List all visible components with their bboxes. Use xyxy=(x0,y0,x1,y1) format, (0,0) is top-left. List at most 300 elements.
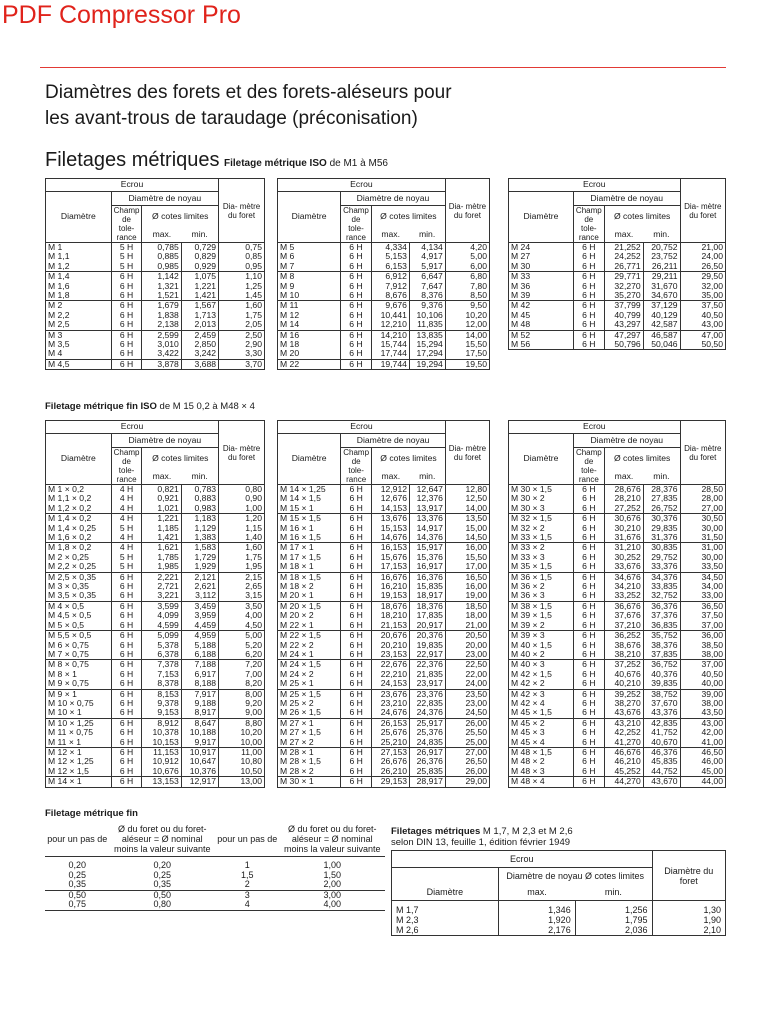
table-row xyxy=(278,777,490,787)
cell-diametre: M 30 × 1 xyxy=(278,777,341,787)
cell-foret: 3,15 xyxy=(219,591,265,601)
cell-min: 44,752 xyxy=(643,767,680,777)
cell-min: 15,917 xyxy=(410,543,446,553)
header-diametre: Diamètre xyxy=(278,192,341,243)
cell-diametre: M 9 × 0,75 xyxy=(46,679,112,689)
cell-max: 14,153 xyxy=(372,504,410,514)
cell-valeur: 4,00 xyxy=(280,900,385,910)
cell-foret: 37,50 xyxy=(680,611,725,620)
cell-diametre: M 18 × 1,5 xyxy=(278,572,341,582)
cell-champ: 6 H xyxy=(111,591,142,601)
cell-diametre: M 5 xyxy=(278,243,341,253)
cell-max: 39,252 xyxy=(604,689,643,699)
cell-champ: 6 H xyxy=(111,738,142,748)
table-row xyxy=(509,631,726,641)
cell-diametre: M 14 × 1,5 xyxy=(278,494,341,503)
cell-champ: 6 H xyxy=(341,524,372,533)
cell-pas: 1 xyxy=(244,860,250,870)
cell-max: 26,771 xyxy=(604,262,643,272)
cell-diametre: M 14 xyxy=(278,320,341,330)
table-row xyxy=(509,533,726,543)
cell-min: 4,959 xyxy=(181,631,218,641)
cell-foret: 23,50 xyxy=(445,689,489,699)
cell-champ: 6 H xyxy=(341,699,372,708)
cell-foret: 1,20 xyxy=(219,514,265,524)
header-min: min. xyxy=(575,884,652,901)
cell-max: 36,676 xyxy=(604,601,643,611)
cell-foret: 20,50 xyxy=(445,631,489,641)
cell-pas: 3 xyxy=(215,890,280,900)
cell-min: 15,376 xyxy=(410,553,446,562)
cell-foret: 2,90 xyxy=(219,340,265,349)
cell-foret: 1,10 xyxy=(219,272,265,282)
cell-diametre: M 1 × 0,2 xyxy=(46,485,112,495)
cell-foret: 5,00 xyxy=(445,252,489,261)
cell-diametre: M 40 × 2 xyxy=(509,650,574,660)
cell-diametre: M 28 × 1,5 xyxy=(278,757,341,766)
fin-table-1 xyxy=(45,420,265,788)
table-row xyxy=(509,621,726,631)
cell-diametre: M 18 × 1 xyxy=(278,562,341,572)
cell-champ: 6 H xyxy=(573,543,604,553)
cell-diametre: M 45 × 4 xyxy=(509,738,574,748)
cell-champ: 6 H xyxy=(111,582,142,591)
table-row xyxy=(46,504,265,514)
cell-champ: 5 H xyxy=(111,524,142,533)
cell-diametre: M 6 xyxy=(278,252,341,261)
cell-diametre: M 36 × 2 xyxy=(509,582,574,591)
cell-max: 15,676 xyxy=(372,553,410,562)
cell-min: 5,188 xyxy=(181,641,218,650)
cell-foret: 1,60 xyxy=(219,301,265,311)
cell-foret: 40,50 xyxy=(680,670,725,679)
cell-min: 16,917 xyxy=(410,562,446,572)
cell-min: 42,835 xyxy=(643,718,680,728)
cell-diametre: M 30 × 2 xyxy=(509,494,574,503)
cell-foret: 6,80 xyxy=(445,272,489,282)
table-row xyxy=(46,311,265,320)
cell-champ: 6 H xyxy=(573,777,604,787)
cell-foret: 8,80 xyxy=(219,718,265,728)
cell-min: 2,459 xyxy=(181,330,218,340)
cell-diametre: M 22 × 1,5 xyxy=(278,631,341,641)
cell-min: 0,883 xyxy=(181,494,218,503)
cell-diametre: M 14 × 1,25 xyxy=(278,485,341,495)
cell-foret: 9,50 xyxy=(445,301,489,311)
header-diametre-noyau: Diamètre de noyau xyxy=(573,434,680,448)
cell-diametre: M 10 × 0,75 xyxy=(46,699,112,708)
table-row xyxy=(278,252,490,261)
cell-champ: 5 H xyxy=(111,562,142,572)
cell-min: 7,917 xyxy=(181,689,218,699)
cell-pas: 0,50 xyxy=(45,890,110,900)
cell-foret: 1,40 xyxy=(219,533,265,543)
cell-pas: 0,35 xyxy=(68,879,87,890)
cell-max: 1,321 xyxy=(142,282,181,291)
cell-foret: 37,00 xyxy=(680,660,725,670)
page-title xyxy=(45,80,605,132)
cell-max: 27,252 xyxy=(604,504,643,514)
iso-table-3 xyxy=(508,178,726,350)
cell-diametre: M 39 × 2 xyxy=(509,621,574,631)
cell-pas: 4 xyxy=(215,900,280,910)
cell-champ: 6 H xyxy=(573,621,604,631)
cell-pas: 0,25 xyxy=(68,869,87,880)
cell-max: 1,421 xyxy=(142,533,181,543)
cell-champ: 6 H xyxy=(341,494,372,503)
cell-foret: 13,50 xyxy=(445,514,489,524)
cell-valeur: 1,00 xyxy=(323,860,342,870)
cell-foret: 7,00 xyxy=(219,670,265,679)
cell-diametre: M 11 xyxy=(278,301,341,311)
cell-min: 10,376 xyxy=(181,767,218,777)
cell-min: 26,211 xyxy=(643,262,680,272)
cell-max: 1,621 xyxy=(142,543,181,553)
cell-diametre: M 22 × 2 xyxy=(278,641,341,650)
cell-champ: 6 H xyxy=(111,272,142,282)
cell-foret: 4,50 xyxy=(219,621,265,631)
cell-max: 2,721 xyxy=(142,582,181,591)
cell-foret: 38,00 xyxy=(680,650,725,660)
cell-diametre: M 32 × 2 xyxy=(509,524,574,533)
cell-champ: 6 H xyxy=(573,311,604,320)
cell-min: 18,917 xyxy=(410,591,446,601)
header-max: max. xyxy=(372,469,410,484)
cell-min: 27,835 xyxy=(643,494,680,503)
header-diametre-foret: Dia- mètre du foret xyxy=(219,421,265,485)
cell-foret: 2,10 xyxy=(652,925,725,936)
header-diametre-foret: Dia- mètre du foret xyxy=(680,421,725,485)
cell-min: 4,917 xyxy=(409,252,445,261)
cell-diametre: M 30 × 1,5 xyxy=(509,485,574,495)
cell-diametre: M 2 xyxy=(46,301,112,311)
cell-min: 0,729 xyxy=(181,243,218,253)
cell-max: 10,378 xyxy=(142,728,181,737)
cell-foret: 1,45 xyxy=(219,291,265,301)
cell-champ: 6 H xyxy=(573,262,604,272)
cell-foret: 17,50 xyxy=(445,349,489,359)
cell-min: 6,917 xyxy=(181,670,218,679)
cell-foret: 43,00 xyxy=(680,320,725,330)
cell-foret: 45,00 xyxy=(680,767,725,777)
cell-min: 3,459 xyxy=(181,601,218,611)
cell-foret: 24,00 xyxy=(445,679,489,689)
cell-champ: 6 H xyxy=(341,660,372,670)
header-diametre-foret: Dia- mètre du foret xyxy=(445,421,489,485)
table-row xyxy=(46,591,265,601)
cell-min: 13,917 xyxy=(410,504,446,514)
cell-champ: 6 H xyxy=(341,757,372,766)
cell-min: 19,835 xyxy=(410,641,446,650)
cell-min: 34,670 xyxy=(643,291,680,301)
cell-diametre: M 15 × 1 xyxy=(278,504,341,514)
cell-min: 8,917 xyxy=(181,708,218,718)
cell-diametre: M 1,2 xyxy=(46,262,112,272)
cell-foret: 8,50 xyxy=(445,291,489,301)
cell-champ: 6 H xyxy=(111,301,142,311)
cell-max: 10,676 xyxy=(142,767,181,777)
cell-max: 14,676 xyxy=(372,533,410,543)
cell-min: 9,917 xyxy=(181,738,218,748)
cell-max: 23,210 xyxy=(372,699,410,708)
cell-min: 41,752 xyxy=(643,728,680,737)
table-row xyxy=(509,777,726,787)
cell-min: 39,835 xyxy=(643,679,680,689)
cell-min: 6,647 xyxy=(409,272,445,282)
cell-min: 38,376 xyxy=(643,641,680,650)
cell-min: 25,917 xyxy=(410,718,446,728)
cell-min: 5,917 xyxy=(409,262,445,272)
cell-diametre: M 39 xyxy=(509,291,574,301)
cell-max: 29,771 xyxy=(604,272,643,282)
cell-champ: 6 H xyxy=(573,514,604,524)
header-diametre-noyau: Diamètre de noyau xyxy=(111,434,218,448)
cell-min: 34,376 xyxy=(643,572,680,582)
cell-min: 33,835 xyxy=(643,582,680,591)
table-row xyxy=(509,340,726,350)
cell-max: 40,210 xyxy=(604,679,643,689)
cell-diametre: M 40 × 3 xyxy=(509,660,574,670)
cell-max: 24,676 xyxy=(372,708,410,718)
cell-champ: 6 H xyxy=(341,591,372,601)
cell-champ: 6 H xyxy=(573,611,604,620)
cell-diametre: M 3 xyxy=(46,330,112,340)
cell-champ: 6 H xyxy=(573,494,604,503)
cell-max: 26,153 xyxy=(372,718,410,728)
cell-max: 30,210 xyxy=(604,524,643,533)
cell-max: 17,744 xyxy=(371,349,409,359)
cell-champ: 6 H xyxy=(573,572,604,582)
cell-diametre: M 12 × 1,25 xyxy=(46,757,112,766)
cell-max: 38,210 xyxy=(604,650,643,660)
cell-min: 23,376 xyxy=(410,689,446,699)
cell-champ: 6 H xyxy=(341,728,372,737)
cell-diametre: M 42 xyxy=(509,301,574,311)
cell-min: 10,106 xyxy=(409,311,445,320)
watermark: PDF Compressor Pro xyxy=(2,1,241,29)
header-min: min. xyxy=(409,227,445,242)
cell-max: 40,799 xyxy=(604,311,643,320)
cell-max: 20,210 xyxy=(372,641,410,650)
cell-champ: 6 H xyxy=(341,572,372,582)
cell-champ: 6 H xyxy=(573,679,604,689)
cell-champ: 6 H xyxy=(111,572,142,582)
cell-max: 24,153 xyxy=(372,679,410,689)
cell-diametre: M 24 × 1 xyxy=(278,650,341,660)
cell-diametre: M 2,6 xyxy=(392,925,499,936)
cell-max: 1,021 xyxy=(142,504,181,514)
cell-min: 2,121 xyxy=(181,572,218,582)
cell-foret: 23,00 xyxy=(445,699,489,708)
cell-diametre: M 7 xyxy=(278,262,341,272)
cell-max: 29,153 xyxy=(372,777,410,787)
cell-diametre: M 3,5 × 0,35 xyxy=(46,591,112,601)
table-row xyxy=(509,291,726,301)
cell-diametre: M 56 xyxy=(509,340,574,350)
cell-min: 1,183 xyxy=(181,514,218,524)
cell-champ: 6 H xyxy=(111,641,142,650)
cell-champ: 6 H xyxy=(341,272,372,282)
cell-diametre: M 33 xyxy=(509,272,574,282)
header-min: min. xyxy=(643,227,680,242)
cell-champ: 6 H xyxy=(111,349,142,359)
cell-foret: 32,00 xyxy=(680,282,725,291)
cell-champ: 6 H xyxy=(573,767,604,777)
cell-foret: 41,00 xyxy=(680,738,725,748)
cell-champ: 6 H xyxy=(111,747,142,757)
cell-valeur: 0,25 xyxy=(153,869,172,880)
table-row xyxy=(45,900,385,910)
cell-foret: 8,20 xyxy=(219,679,265,689)
cell-champ: 4 H xyxy=(111,504,142,514)
section-heading-sub-bold: Filetage métrique ISO xyxy=(223,158,327,169)
cell-foret: 17,00 xyxy=(445,562,489,572)
cell-max: 4,099 xyxy=(142,611,181,620)
cell-max: 16,676 xyxy=(372,572,410,582)
cell-foret: 33,00 xyxy=(680,591,725,601)
cell-max: 9,676 xyxy=(371,301,409,311)
section-heading-main: Filetages métriques xyxy=(45,149,220,171)
cell-max: 5,153 xyxy=(371,252,409,261)
table-row xyxy=(278,591,490,601)
table-row xyxy=(509,679,726,689)
cell-diametre: M 1,4 xyxy=(46,272,112,282)
cell-max: 10,912 xyxy=(142,757,181,766)
cell-max: 0,985 xyxy=(142,262,181,272)
cell-max: 43,676 xyxy=(604,708,643,718)
cell-champ: 4 H xyxy=(111,514,142,524)
cell-max: 15,744 xyxy=(371,340,409,349)
table-row xyxy=(46,340,265,349)
cell-min: 17,835 xyxy=(410,611,446,620)
cell-min: 0,929 xyxy=(181,262,218,272)
table-row xyxy=(278,650,490,660)
cell-max: 7,378 xyxy=(142,660,181,670)
cell-foret: 26,00 xyxy=(445,767,489,777)
cell-max: 41,270 xyxy=(604,738,643,748)
cell-min: 0,983 xyxy=(181,504,218,514)
cell-min: 23,752 xyxy=(643,252,680,261)
cell-max: 8,676 xyxy=(371,291,409,301)
cell-min: 43,670 xyxy=(643,777,680,787)
cell-min: 1,383 xyxy=(181,533,218,543)
cell-foret: 1,75 xyxy=(219,311,265,320)
cell-min: 1,567 xyxy=(181,301,218,311)
cell-max: 6,912 xyxy=(371,272,409,282)
cell-diametre: M 5 × 0,5 xyxy=(46,621,112,631)
cell-diametre: M 48 × 3 xyxy=(509,767,574,777)
cell-champ: 6 H xyxy=(573,591,604,601)
header-ecrou: Ecrou xyxy=(278,421,446,434)
header-ecrou: Ecrou xyxy=(46,179,219,192)
header-min: min. xyxy=(410,469,446,484)
table-row xyxy=(509,708,726,718)
cell-champ: 6 H xyxy=(341,359,372,369)
cell-min: 7,188 xyxy=(181,660,218,670)
cell-diametre: M 1,8 × 0,2 xyxy=(46,543,112,553)
cell-champ: 6 H xyxy=(111,320,142,330)
header-pour-un-pas: pour un pas de xyxy=(45,822,110,857)
table-row xyxy=(45,857,385,871)
cell-champ: 6 H xyxy=(573,650,604,660)
cell-diametre: M 48 xyxy=(509,320,574,330)
cell-min: 40,376 xyxy=(643,670,680,679)
cell-champ: 6 H xyxy=(111,699,142,708)
cell-diametre: M 9 × 1 xyxy=(46,689,112,699)
cell-foret: 10,20 xyxy=(219,728,265,737)
cell-champ: 6 H xyxy=(341,631,372,641)
header-max: max. xyxy=(142,227,181,242)
cell-max: 16,210 xyxy=(372,582,410,591)
pitch-table xyxy=(45,822,385,911)
cell-foret: 0,75 xyxy=(219,243,265,253)
cell-foret: 40,50 xyxy=(680,311,725,320)
cell-max: 3,599 xyxy=(142,601,181,611)
cell-valeur: 3,00 xyxy=(280,890,385,900)
cell-diametre: M 2,5 × 0,35 xyxy=(46,572,112,582)
table-row xyxy=(392,925,726,936)
cell-foret: 15,00 xyxy=(445,524,489,533)
din-subtitle: selon DIN 13, feuille 1, édition février 1949 xyxy=(391,837,571,848)
cell-max: 37,210 xyxy=(604,621,643,631)
cell-diametre: M 1,1 × 0,2 xyxy=(46,494,112,503)
cell-champ: 6 H xyxy=(341,562,372,572)
cell-max: 22,210 xyxy=(372,670,410,679)
table-row xyxy=(46,621,265,631)
cell-champ: 6 H xyxy=(573,708,604,718)
cell-min: 8,376 xyxy=(409,291,445,301)
table-row xyxy=(509,650,726,660)
cell-min: 45,835 xyxy=(643,757,680,766)
cell-diametre: M 1,7 xyxy=(392,901,499,916)
table-row xyxy=(278,767,490,777)
cell-min: 38,752 xyxy=(643,689,680,699)
cell-min: 3,112 xyxy=(181,591,218,601)
table-row xyxy=(509,767,726,777)
cell-min: 12,917 xyxy=(181,777,218,787)
cell-champ: 6 H xyxy=(573,504,604,514)
cell-diametre: M 6 × 0,75 xyxy=(46,641,112,650)
cell-min: 28,917 xyxy=(410,777,446,787)
cell-foret: 25,00 xyxy=(445,738,489,748)
cell-diametre: M 14 × 1 xyxy=(46,777,112,787)
cell-foret: 12,00 xyxy=(445,320,489,330)
header-cotes-limites: Ø cotes limites xyxy=(142,206,219,228)
cell-max: 4,599 xyxy=(142,621,181,631)
cell-diametre: M 12 xyxy=(278,311,341,320)
cell-champ: 6 H xyxy=(111,650,142,660)
cell-diametre: M 48 × 2 xyxy=(509,757,574,766)
cell-champ: 6 H xyxy=(111,728,142,737)
cell-foret: 7,80 xyxy=(445,282,489,291)
cell-min: 46,376 xyxy=(643,747,680,757)
cell-foret: 30,00 xyxy=(680,524,725,533)
cell-max: 19,153 xyxy=(372,591,410,601)
cell-min: 1,129 xyxy=(181,524,218,533)
cell-diametre: M 10 × 1 xyxy=(46,708,112,718)
cell-max: 8,912 xyxy=(142,718,181,728)
cell-foret: 22,50 xyxy=(445,660,489,670)
cell-champ: 6 H xyxy=(573,728,604,737)
cell-max: 34,676 xyxy=(604,572,643,582)
cell-min: 2,036 xyxy=(575,925,652,936)
cell-champ: 6 H xyxy=(111,291,142,301)
cell-min: 29,752 xyxy=(643,553,680,562)
cell-min: 25,376 xyxy=(410,728,446,737)
cell-min: 37,376 xyxy=(643,611,680,620)
cell-diametre: M 45 × 1,5 xyxy=(509,708,574,718)
din-heading xyxy=(391,826,573,848)
